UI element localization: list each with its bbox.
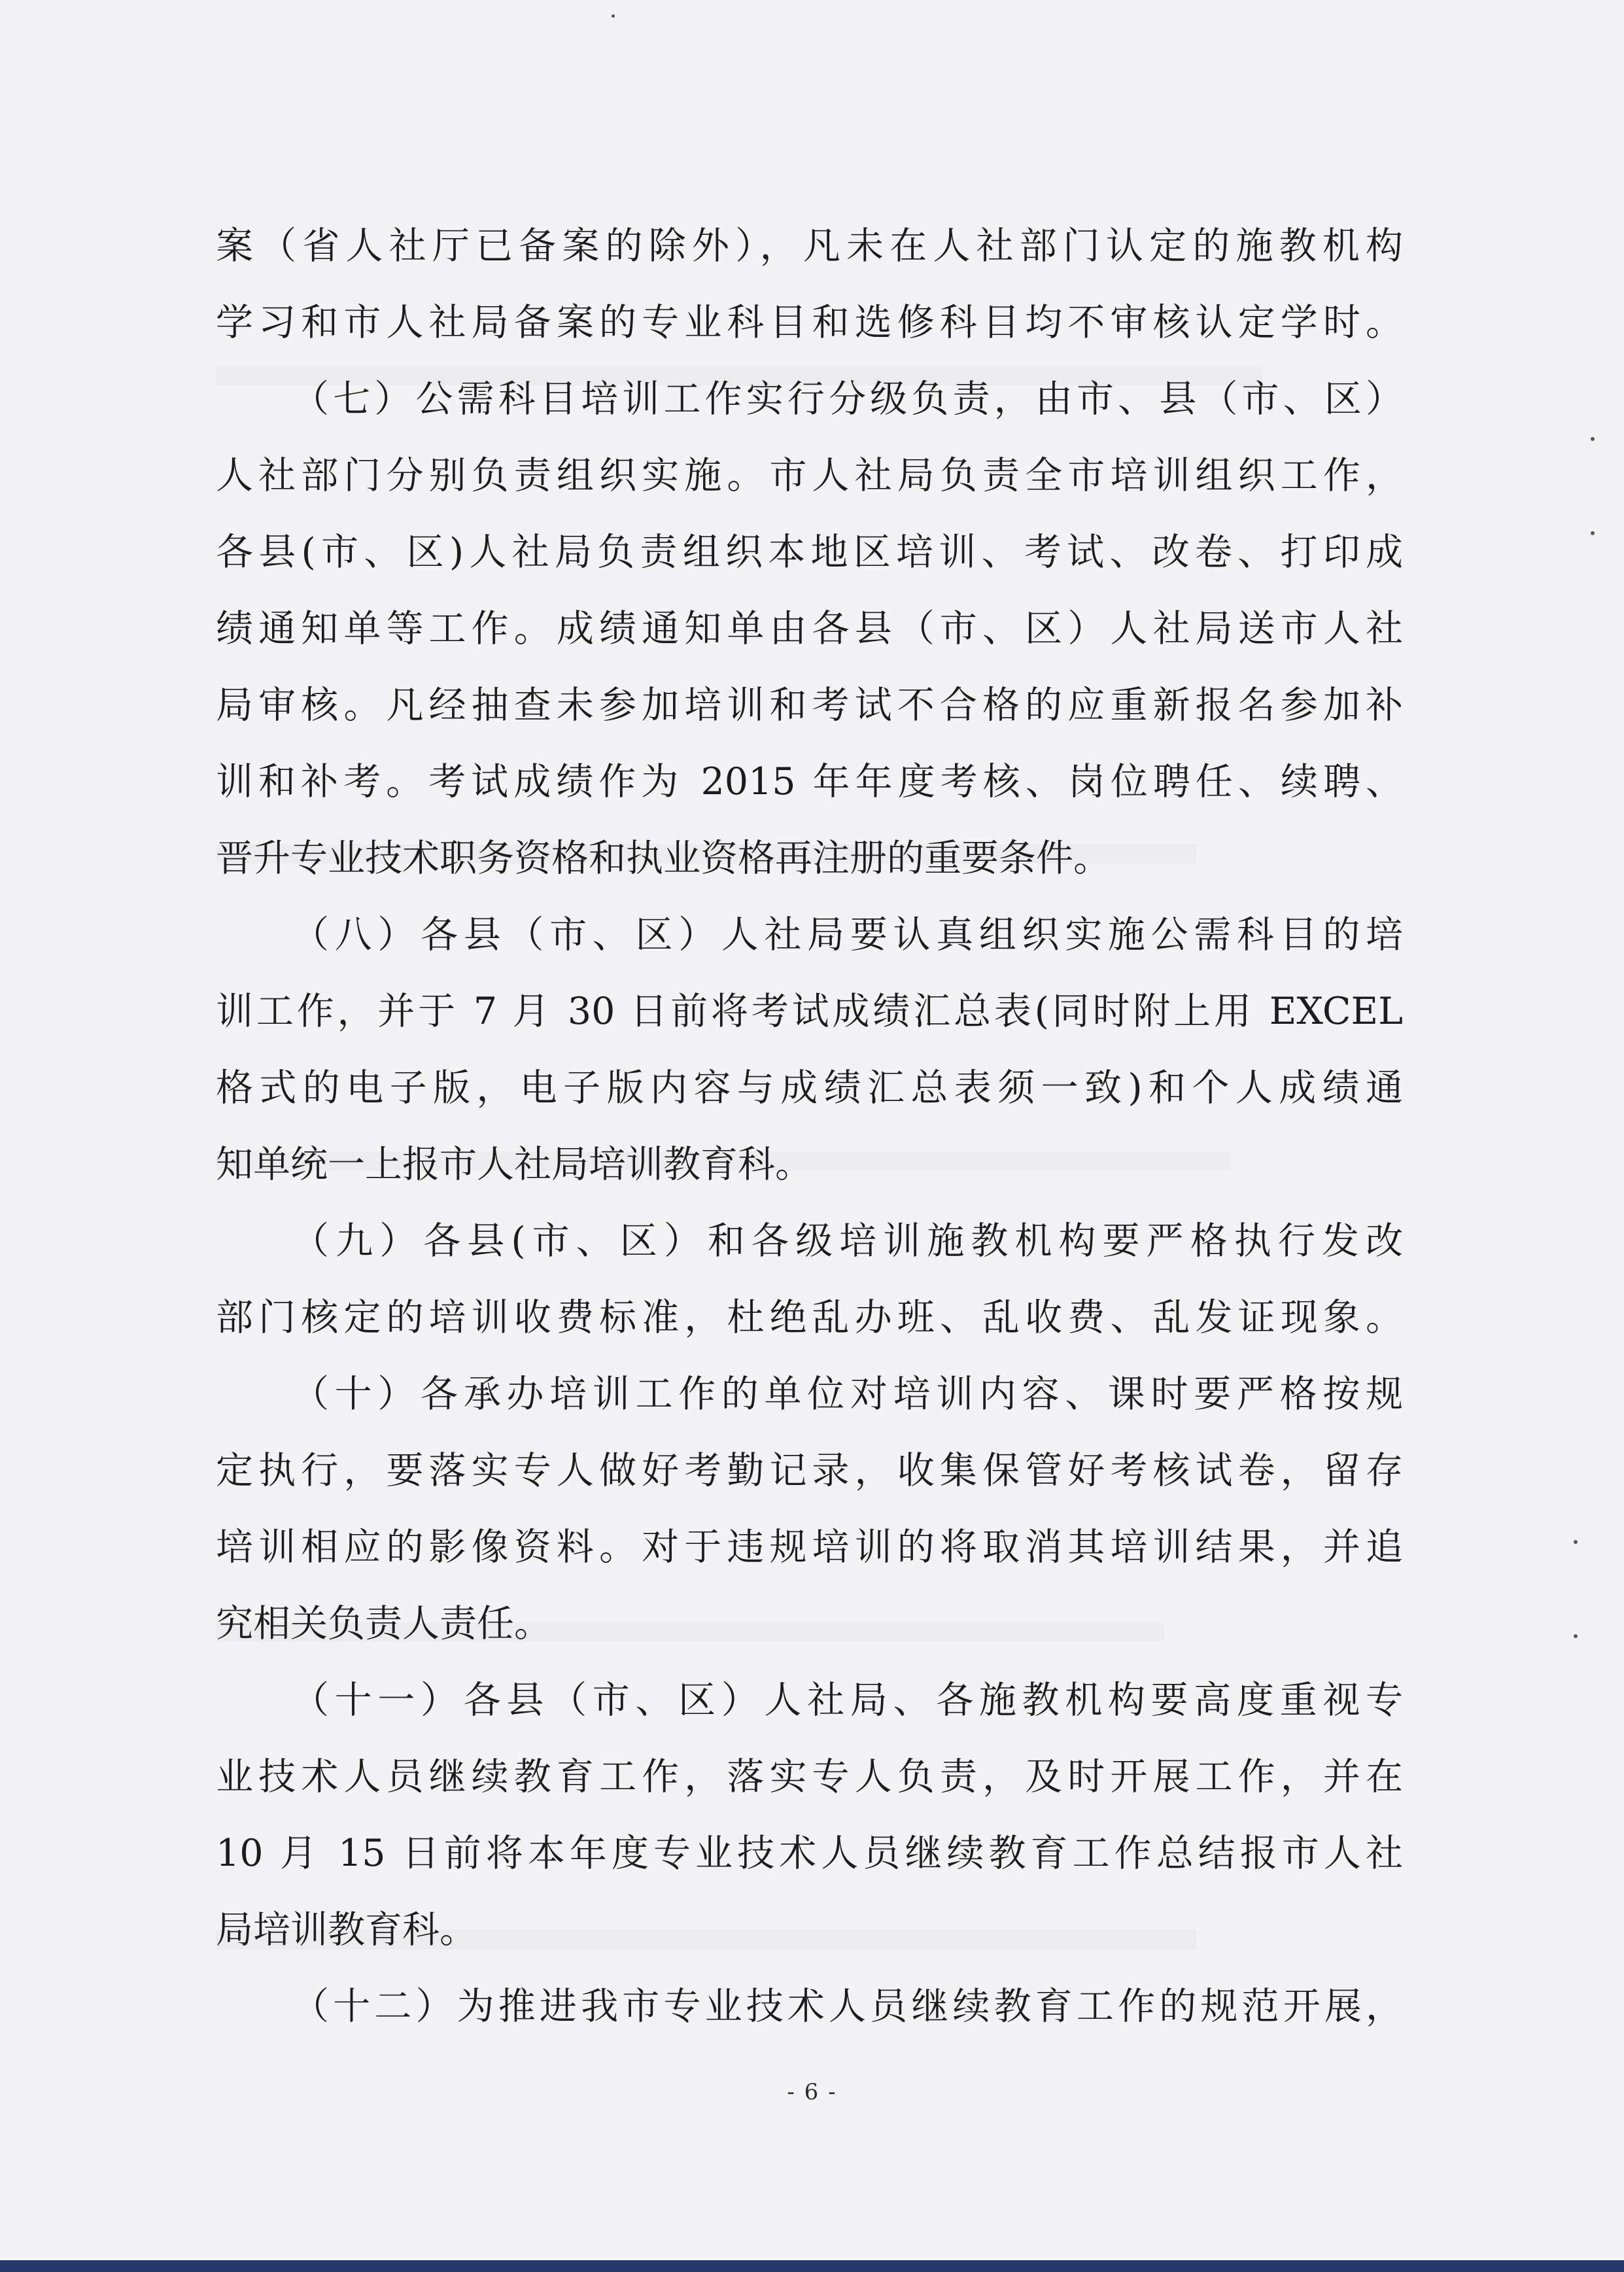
body-line-17: 定执行，要落实专人做好考勤记录，收集保管好考核试卷，留存 bbox=[216, 1449, 1403, 1492]
body-line-16: （十）各承办培训工作的单位对培训内容、课时要严格按规 bbox=[292, 1372, 1403, 1416]
body-line-20: （十一）各县（市、区）人社局、各施教机构要高度重视专 bbox=[292, 1679, 1403, 1722]
body-line-3: （七）公需科目培训工作实行分级负责，由市、县（市、区） bbox=[292, 377, 1403, 421]
body-line-1: 案（省人社厅已备案的除外），凡未在人社部门认定的施教机构 bbox=[216, 224, 1403, 268]
page-number: - 6 - bbox=[787, 2079, 837, 2105]
body-line-19: 究相关负责人责任。 bbox=[216, 1602, 551, 1645]
body-line-9: 晋升专业技术职务资格和执业资格再注册的重要条件。 bbox=[216, 837, 1111, 880]
body-line-6: 绩通知单等工作。成绩通知单由各县（市、区）人社局送市人社 bbox=[216, 607, 1403, 650]
body-line-23: 局培训教育科。 bbox=[216, 1908, 477, 1951]
body-line-15: 部门核定的培训收费标准，杜绝乱办班、乱收费、乱发证现象。 bbox=[216, 1296, 1403, 1339]
body-line-4: 人社部门分别负责组织实施。市人社局负责全市培训组织工作， bbox=[216, 454, 1403, 497]
scan-speck bbox=[612, 14, 615, 18]
body-line-18: 培训相应的影像资料。对于违规培训的将取消其培训结果，并追 bbox=[216, 1526, 1403, 1569]
scan-speck bbox=[1591, 437, 1595, 441]
body-line-21: 业技术人员继续教育工作，落实专人负责，及时开展工作，并在 bbox=[216, 1755, 1403, 1798]
body-line-14: （九）各县(市、区）和各级培训施教机构要严格执行发改 bbox=[292, 1219, 1403, 1263]
body-line-2: 学习和市人社局备案的专业科目和选修科目均不审核认定学时。 bbox=[216, 301, 1403, 344]
scanner-bottom-edge bbox=[0, 2260, 1624, 2272]
body-line-7: 局审核。凡经抽查未参加培训和考试不合格的应重新报名参加补 bbox=[216, 684, 1403, 727]
document-body bbox=[216, 208, 1403, 2045]
body-line-11: 训工作，并于 7 月 30 日前将考试成绩汇总表(同时附上用 EXCEL bbox=[216, 990, 1403, 1033]
scan-speck bbox=[1591, 531, 1595, 535]
body-line-13: 知单统一上报市人社局培训教育科。 bbox=[216, 1143, 812, 1186]
scan-speck bbox=[1574, 1634, 1578, 1638]
body-line-22: 10 月 15 日前将本年度专业技术人员继续教育工作总结报市人社 bbox=[216, 1832, 1403, 1875]
body-line-10: （八）各县（市、区）人社局要认真组织实施公需科目的培 bbox=[292, 913, 1403, 956]
body-line-5: 各县(市、区)人社局负责组织本地区培训、考试、改卷、打印成 bbox=[216, 531, 1403, 574]
body-line-8: 训和补考。考试成绩作为 2015 年年度考核、岗位聘任、续聘、 bbox=[216, 760, 1403, 803]
body-line-12: 格式的电子版，电子版内容与成绩汇总表须一致)和个人成绩通 bbox=[216, 1066, 1403, 1110]
body-line-24: （十二）为推进我市专业技术人员继续教育工作的规范开展， bbox=[292, 1985, 1403, 2028]
scan-speck bbox=[1574, 1540, 1578, 1544]
